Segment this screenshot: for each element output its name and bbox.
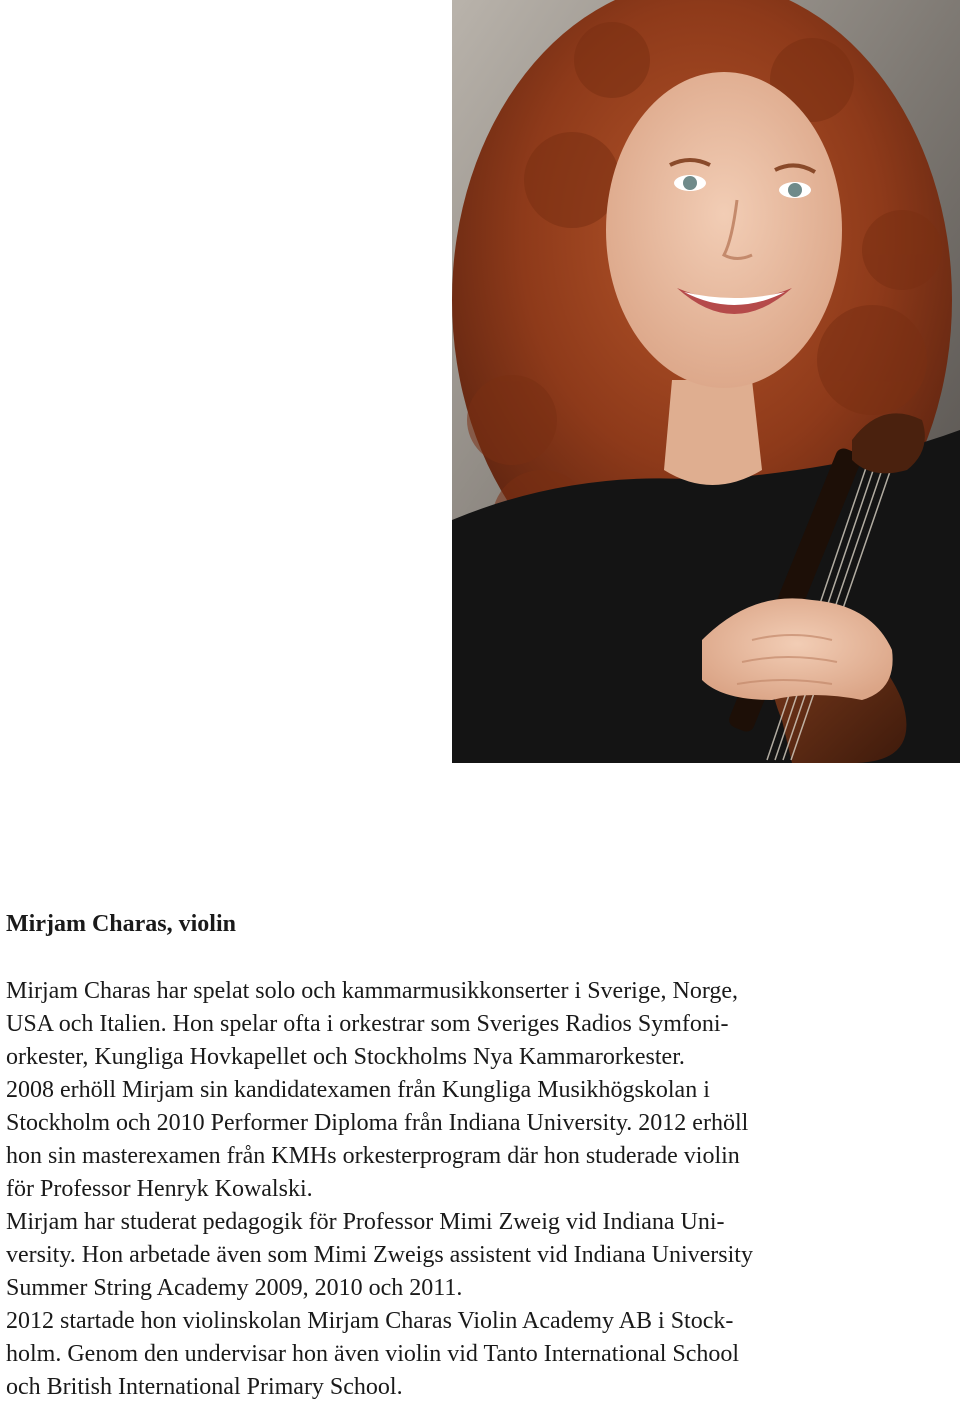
bio-line: Stockholm och 2010 Performer Diploma från Indiana University. 2012 erhöll — [6, 1110, 749, 1136]
bio-line: Summer String Academy 2009, 2010 och 2011. — [6, 1275, 463, 1301]
bio-line: hon sin masterexamen från KMHs orkesterprogram där hon studerade violin — [6, 1143, 740, 1169]
bio-line: och British International Primary School. — [6, 1374, 403, 1400]
bio-line: versity. Hon arbetade även som Mimi Zweigs assistent vid Indiana University — [6, 1242, 753, 1268]
portrait-illustration — [452, 0, 960, 763]
bio-line: USA och Italien. Hon spelar ofta i orkestrar som Sveriges Radios Symfoni- — [6, 1011, 729, 1037]
bio-line: 2012 startade hon violinskolan Mirjam Charas Violin Academy AB i Stock- — [6, 1308, 734, 1334]
bio-line: Mirjam Charas har spelat solo och kammarmusikkonserter i Sverige, Norge, — [6, 978, 739, 1004]
bio-line: 2008 erhöll Mirjam sin kandidatexamen från Kungliga Musikhögskolan i — [6, 1077, 710, 1103]
bio-line: för Professor Henryk Kowalski. — [6, 1176, 313, 1202]
page-heading: Mirjam Charas, violin — [6, 911, 236, 937]
bio-line: holm. Genom den undervisar hon även violin vid Tanto International School — [6, 1341, 740, 1367]
bio-line: Mirjam har studerat pedagogik för Professor Mimi Zweig vid Indiana Uni- — [6, 1209, 725, 1235]
bio-line: orkester, Kungliga Hovkapellet och Stockholms Nya Kammarorkester. — [6, 1044, 685, 1070]
portrait-photo — [452, 0, 960, 763]
bio-paragraph — [6, 975, 956, 1404]
